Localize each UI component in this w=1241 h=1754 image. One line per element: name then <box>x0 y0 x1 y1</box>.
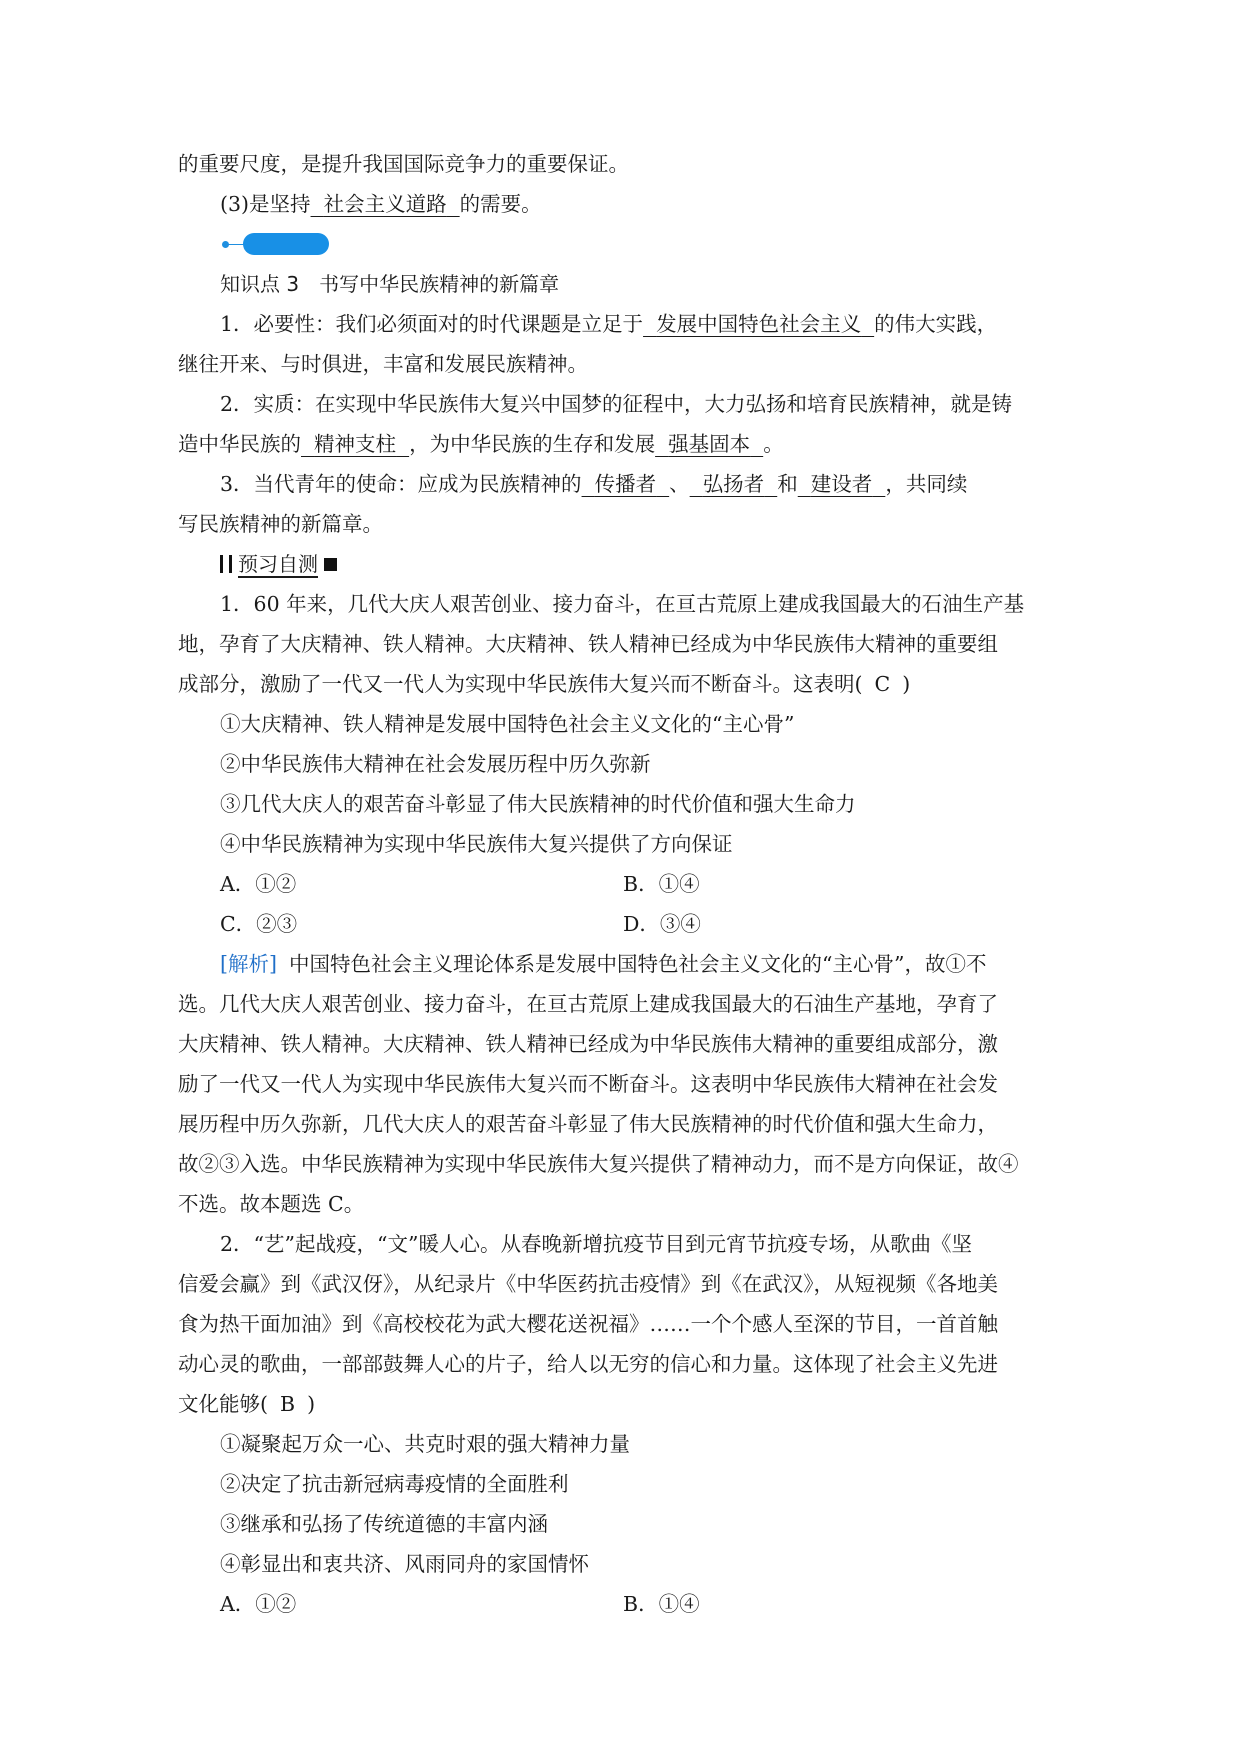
fill-blank: 强基固本 <box>668 432 751 456</box>
choice-a: A．①② <box>220 1592 297 1616</box>
analysis-line: 选。几代大庆人艰苦创业、接力奋斗，在亘古荒原上建成我国最大的石油生产基地，孕育了 <box>178 992 998 1016</box>
option-item: ③几代大庆人的艰苦奋斗彰显了伟大民族精神的时代价值和强大生命力 <box>220 792 856 816</box>
analysis-line: 故②③入选。中华民族精神为实现中华民族伟大复兴提供了精神动力，而不是方向保证，故④ <box>178 1152 1019 1176</box>
kp-title: 书写中华民族精神的新篇章 <box>319 272 560 296</box>
document-page <box>178 144 1066 1624</box>
fill-blank: 建设者 <box>810 472 873 496</box>
option-item: ②中华民族伟大精神在社会发展历程中历久弥新 <box>220 752 651 776</box>
question-line: 成部分，激励了一代又一代人为实现中华民族伟大复兴而不断奋斗。这表明( C ) <box>178 672 911 696</box>
bar-icon <box>229 555 232 573</box>
fill-blank: 发展中国特色社会主义 <box>656 312 862 336</box>
choice-b: B．①④ <box>623 1592 700 1616</box>
choice-d: D．③④ <box>623 912 701 936</box>
question-line: 文化能够( B ) <box>178 1392 316 1416</box>
option-item: ③继承和弘扬了传统道德的丰富内涵 <box>220 1512 548 1536</box>
question-line: 食为热干面加油》到《高校校花为武大樱花送祝福》……一个个感人至深的节目，一首首触 <box>178 1312 998 1336</box>
analysis-line: 大庆精神、铁人精神。大庆精神、铁人精神已经成为中华民族伟大精神的重要组成部分，激 <box>178 1032 998 1056</box>
text: 的需要。 <box>459 192 542 216</box>
marker-pill <box>243 233 329 255</box>
text: 的重要尺度，是提升我国国际竞争力的重要保证。 <box>178 152 629 176</box>
knowledge-point-heading <box>178 264 1066 304</box>
question-line: 动心灵的歌曲，一部部鼓舞人心的片子，给人以无穷的信心和力量。这体现了社会主义先进 <box>178 1352 998 1376</box>
square-icon <box>324 558 337 571</box>
analysis-line: [解析] 中国特色社会主义理论体系是发展中国特色社会主义文化的“主心骨”，故①不 <box>220 952 987 976</box>
section-heading <box>178 544 1066 584</box>
text-line <box>178 144 1066 184</box>
question-line: 地，孕育了大庆精神、铁人精神。大庆精神、铁人精神已经成为中华民族伟大精神的重要组 <box>178 632 998 656</box>
choice-row <box>178 1584 1066 1624</box>
choice-a: A．①② <box>220 872 297 896</box>
option-item: ②决定了抗击新冠病毒疫情的全面胜利 <box>220 1472 569 1496</box>
text-line: 写民族精神的新篇章。 <box>178 512 383 536</box>
fill-blank: 社会主义道路 <box>323 192 447 216</box>
bar-icon <box>220 555 223 573</box>
kp-number: 知识点 3 <box>220 272 300 296</box>
text-line: 1．必要性：我们必须面对的时代课题是立足于 发展中国特色社会主义 的伟大实践， <box>220 312 998 336</box>
fill-blank: 弘扬者 <box>702 472 765 496</box>
text-line: 造中华民族的 精神支柱 ，为中华民族的生存和发展 强基固本 。 <box>178 432 784 456</box>
choice-row <box>178 904 1066 944</box>
option-item: ①凝聚起万众一心、共克时艰的强大精神力量 <box>220 1432 630 1456</box>
option-item: ①大庆精神、铁人精神是发展中国特色社会主义文化的“主心骨” <box>220 712 795 736</box>
answer: B <box>280 1392 296 1416</box>
text: (3)是坚持 <box>220 192 311 216</box>
question-line: 1．60 年来，几代大庆人艰苦创业、接力奋斗，在亘古荒原上建成我国最大的石油生产基 <box>220 592 1025 616</box>
answer: C <box>874 672 891 696</box>
fill-blank: 精神支柱 <box>314 432 397 456</box>
choice-c: C．②③ <box>220 912 298 936</box>
text-line: 3．当代青年的使命：应成为民族精神的 传播者 、 弘扬者 和 建设者 ，共同续 <box>220 472 968 496</box>
section-marker <box>178 224 1066 264</box>
option-item: ④中华民族精神为实现中华民族伟大复兴提供了方向保证 <box>220 832 733 856</box>
question-line: 2．“艺”起战疫，“文”暖人心。从春晚新增抗疫节目到元宵节抗疫专场，从歌曲《坚 <box>220 1232 972 1256</box>
text-line: 2．实质：在实现中华民族伟大复兴中国梦的征程中，大力弘扬和培育民族精神，就是铸 <box>220 392 1013 416</box>
text-line: 继往开来、与时俱进，丰富和发展民族精神。 <box>178 352 588 376</box>
analysis-line: 展历程中历久弥新，几代大庆人的艰苦奋斗彰显了伟大民族精神的时代价值和强大生命力， <box>178 1112 998 1136</box>
text-line <box>178 184 1066 224</box>
choice-row <box>178 864 1066 904</box>
analysis-label: [解析] <box>220 952 277 976</box>
analysis-line: 不选。故本题选 C。 <box>178 1192 365 1216</box>
section-title: 预习自测 <box>238 552 318 576</box>
analysis-line: 励了一代又一代人为实现中华民族伟大复兴而不断奋斗。这表明中华民族伟大精神在社会发 <box>178 1072 998 1096</box>
fill-blank: 传播者 <box>594 472 657 496</box>
choice-b: B．①④ <box>623 872 700 896</box>
question-line: 信爱会赢》到《武汉伢》，从纪录片《中华医药抗击疫情》到《在武汉》，从短视频《各地美 <box>178 1272 998 1296</box>
option-item: ④彰显出和衷共济、风雨同舟的家国情怀 <box>220 1552 589 1576</box>
